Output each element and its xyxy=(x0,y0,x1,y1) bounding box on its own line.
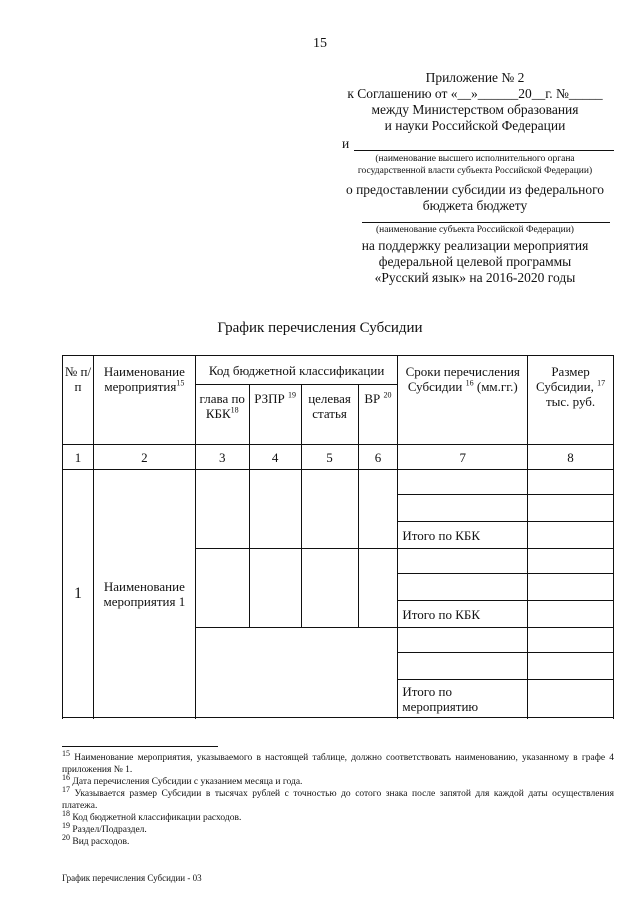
table-cell xyxy=(398,470,528,495)
column-number: 2 xyxy=(93,445,195,470)
column-number: 8 xyxy=(528,445,614,470)
footnote-separator xyxy=(62,746,218,747)
subtotal-kbk-label: Итого по КБК xyxy=(398,601,528,628)
column-number: 6 xyxy=(358,445,398,470)
subsidy-schedule-table xyxy=(62,355,614,718)
header-razmer: Размер Субсидии, $^{17}$ тыс. руб. xyxy=(528,356,614,445)
row-activity-name: Наименование мероприятия 1 xyxy=(93,470,195,718)
header-num: № п/п xyxy=(63,356,94,445)
table-cell xyxy=(528,601,614,628)
table-cell xyxy=(528,549,614,574)
appendix-line: к Соглашению от «__»______20__г. №_____ xyxy=(347,86,603,101)
appendix-line: на поддержку реализации мероприятия xyxy=(361,238,589,253)
table-cell xyxy=(528,653,614,680)
column-number: 7 xyxy=(398,445,528,470)
footnote: $^{18}$ Код бюджетной классификации расходов. xyxy=(62,808,242,823)
column-number: 3 xyxy=(195,445,249,470)
table-cell xyxy=(398,549,528,574)
table-cell xyxy=(398,495,528,522)
table-cell xyxy=(398,574,528,601)
header-name: Наименование мероприятия$^{15}$ xyxy=(93,356,195,445)
field-caption: государственной власти субъекта Российской Федерации) xyxy=(357,166,593,176)
table-cell xyxy=(301,549,358,628)
table-cell xyxy=(195,470,249,549)
header-vr: ВР $^{20}$ xyxy=(358,385,398,445)
row-number: 1 xyxy=(63,470,94,718)
header-rzpr: РЗПР $^{19}$ xyxy=(249,385,301,445)
appendix-line: и xyxy=(342,136,350,151)
table-cell xyxy=(528,680,614,718)
column-number: 1 xyxy=(63,445,94,470)
table-cell xyxy=(528,470,614,495)
table-cell xyxy=(195,628,398,718)
page-footer: График перечисления Субсидии - 03 xyxy=(62,873,202,883)
page-number: 15 xyxy=(313,36,327,51)
table-cell xyxy=(358,549,398,628)
table-cell xyxy=(528,574,614,601)
table-cell xyxy=(358,470,398,549)
table-cell xyxy=(528,495,614,522)
document-title: График перечисления Субсидии xyxy=(217,320,423,336)
table-cell xyxy=(249,549,301,628)
appendix-line: между Министерством образования xyxy=(371,102,579,117)
header-kbk: Код бюджетной классификации xyxy=(195,356,398,385)
table-cell xyxy=(195,549,249,628)
header-sroki: Сроки перечисления Субсидии $^{16}$ (мм.гг.) xyxy=(398,356,528,445)
table-cell xyxy=(301,470,358,549)
footnote: $^{19}$ Раздел/Подраздел. xyxy=(62,820,147,835)
field-caption: (наименование субъекта Российской Федерации) xyxy=(376,225,574,235)
column-number: 4 xyxy=(249,445,301,470)
footnote: $^{17}$ Указывается размер Субсидии в тысячах рублей с точностью до сотого знака после запятой для каждой даты осуществления платежа. xyxy=(62,784,615,811)
field-caption: (наименование высшего исполнительного органа xyxy=(375,154,575,164)
subtotal-kbk-label: Итого по КБК xyxy=(398,522,528,549)
footnote: $^{20}$ Вид расходов. xyxy=(62,832,130,847)
activity-total-label: Итого по мероприятию xyxy=(398,680,528,718)
appendix-line: Приложение № 2 xyxy=(425,70,525,85)
footnote: $^{15}$ Наименование мероприятия, указываемого в настоящей таблице, должно соответствовать наименованию, указанному в графе 4 приложения № 1. xyxy=(62,748,615,775)
table-cell xyxy=(398,628,528,653)
table-cell xyxy=(398,653,528,680)
fill-in-line xyxy=(354,150,614,151)
appendix-line: федеральной целевой программы xyxy=(378,254,572,269)
fill-in-line xyxy=(362,222,610,223)
table-cell xyxy=(528,522,614,549)
table-cell xyxy=(249,470,301,549)
header-glava: глава по КБК$^{18}$ xyxy=(195,385,249,445)
appendix-line: о предоставлении субсидии из федерального xyxy=(345,182,605,197)
appendix-line: «Русский язык» на 2016-2020 годы xyxy=(374,270,576,285)
appendix-line: и науки Российской Федерации xyxy=(384,118,566,133)
footnote: $^{16}$ Дата перечисления Субсидии с указанием месяца и года. xyxy=(62,772,303,787)
appendix-line: бюджета бюджету xyxy=(422,198,528,213)
table-cell xyxy=(528,628,614,653)
column-number: 5 xyxy=(301,445,358,470)
footnotes xyxy=(62,748,615,848)
header-target: целевая статья xyxy=(301,385,358,445)
